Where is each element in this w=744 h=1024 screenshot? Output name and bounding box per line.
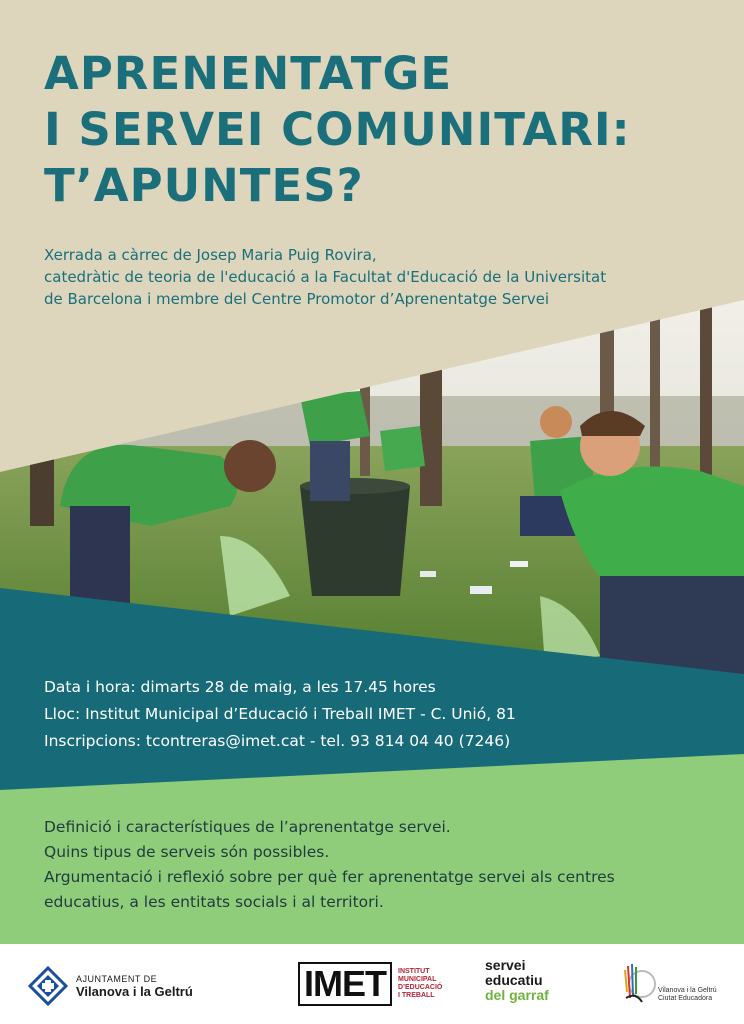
topic-line: educatius, a les entitats socials i al territori. <box>44 893 384 911</box>
imet-logo <box>298 962 442 1006</box>
event-signup: Inscripcions: tcontreras@imet.cat - tel. 93 814 04 40 (7246) <box>44 732 511 750</box>
imet-sub-line: MUNICIPAL <box>398 976 437 983</box>
event-date: Data i hora: dimarts 28 de maig, a les 17.45 hores <box>44 678 436 696</box>
intro-line: catedràtic de teoria de l'educació a la Facultat d'Educació de la Universitat <box>44 268 607 286</box>
topic-line: Argumentació i reflexió sobre per què fer aprenentatge servei als centres <box>44 868 615 886</box>
imet-sub-line: INSTITUT <box>398 968 430 975</box>
imet-sub-line: D’EDUCACIÓ <box>398 984 443 991</box>
ajuntament-logo <box>28 966 193 1006</box>
title-line: I SERVEI COMUNITARI: <box>44 103 631 156</box>
ciutat-line: Vilanova i la Geltrú <box>658 987 717 994</box>
ciutat-educadora-icon <box>622 962 656 1006</box>
ajuntament-name: Vilanova i la Geltrú <box>76 983 193 999</box>
ciutat-line: Ciutat Educadora <box>658 995 713 1002</box>
topic-line: Definició i característiques de l’aprenentatge servei. <box>44 818 451 836</box>
servei-line: servei <box>485 957 526 973</box>
municipal-shield-icon <box>28 966 68 1006</box>
ciutat-educadora-logo <box>622 962 717 1006</box>
topic-line: Quins tipus de serveis són possibles. <box>44 843 330 861</box>
imet-wordmark: IMET <box>298 962 392 1006</box>
ajuntament-label: AJUNTAMENT DE <box>76 973 158 984</box>
servei-line: educatiu <box>485 972 543 988</box>
intro-line: de Barcelona i membre del Centre Promotor d’Aprenentatge Servei <box>44 290 550 308</box>
speaker-intro <box>44 244 724 310</box>
servei-line: del garraf <box>485 987 549 1003</box>
title-line: T’APUNTES? <box>44 159 364 212</box>
title-line: APRENENTATGE <box>44 47 453 100</box>
event-place: Lloc: Institut Municipal d’Educació i Treball IMET - C. Unió, 81 <box>44 705 516 723</box>
event-info <box>44 674 724 755</box>
intro-line: Xerrada a càrrec de Josep Maria Puig Rovira, <box>44 246 377 264</box>
poster-title <box>44 46 704 214</box>
imet-sub-line: I TREBALL <box>398 992 435 999</box>
servei-educatiu-logo <box>485 958 549 1003</box>
talk-topics <box>44 815 704 915</box>
